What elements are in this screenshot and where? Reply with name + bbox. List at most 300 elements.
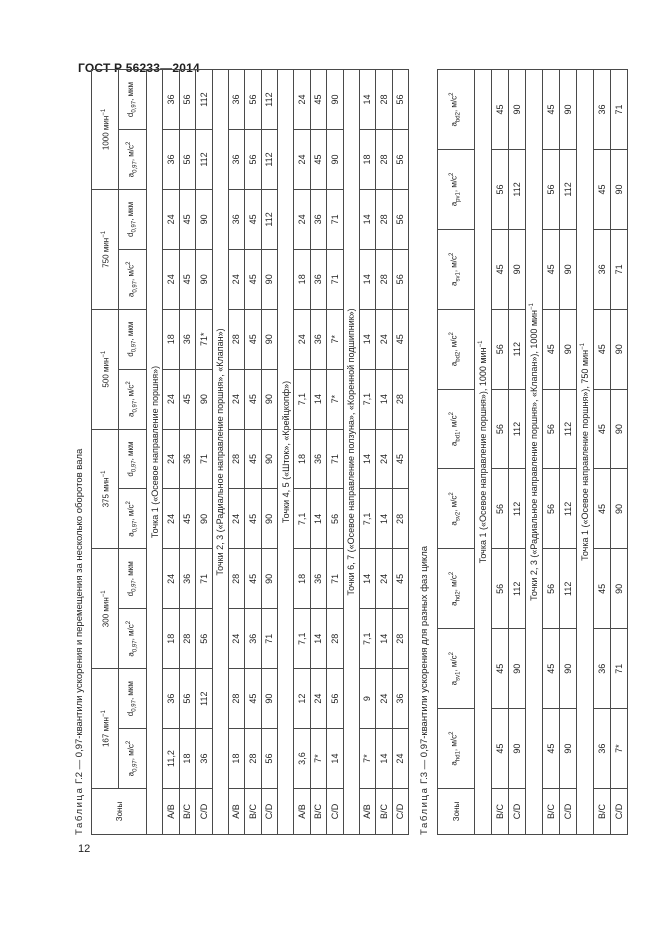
value-cell: 56 [179,130,196,190]
value-cell: 28 [376,70,393,130]
speed-value: 1000 [101,132,111,151]
speed-header [92,429,119,549]
value-cell: 71 [611,629,628,709]
value-cell: 45 [392,429,409,489]
section-title-cell [475,70,492,835]
value-cell: 45 [310,130,327,190]
value-cell: 28 [179,609,196,669]
a-unit-exp: 2 [449,252,456,256]
d-unit: , мкм [125,441,135,461]
speed-exponent: −1 [100,590,107,598]
accel-phase-header [438,709,475,789]
value-cell: 56 [492,469,509,549]
section-title: Точка 1 («Осевое направление поршня»), 1000 мин [478,347,488,564]
a-unit-exp: 2 [125,501,132,505]
value-cell: 56 [327,489,344,549]
zone-cell: C/D [261,789,278,835]
a-symbol: a [126,172,136,178]
a-unit: , м/с [450,95,460,113]
value-cell: 71 [196,429,213,489]
speed-value: 750 [101,254,111,268]
accel-quantile-header [119,249,147,309]
a-symbol: a [450,122,460,127]
section-title: Точки 2, 3 («Радиальное направление поршня», «Клапан»), 1000 мин [529,309,539,601]
d-symbol: d [125,472,135,477]
d-unit: , мкм [125,201,135,221]
value-cell: 7,1 [294,369,311,429]
table-g2-zones-header: Зоны [92,789,147,835]
value-cell: 112 [196,130,213,190]
a-subscript: 0,97 [132,520,139,533]
d-symbol: d [125,232,135,237]
value-cell: 28 [245,729,262,789]
speed-unit: мин [101,237,111,253]
value-cell: 24 [163,189,180,249]
table-row [327,70,344,835]
d-unit: , мкм [125,81,135,101]
value-cell: 90 [560,70,577,150]
rotated-content [71,69,624,835]
speed-header [92,70,119,190]
zone-cell: C/D [327,789,344,835]
table-row [543,70,560,835]
value-cell: 90 [611,469,628,549]
a-unit: , м/с [450,575,460,592]
disp-quantile-header [119,669,147,729]
accel-phase-header [438,309,475,389]
value-cell: 14 [376,489,393,549]
value-cell: 90 [509,629,526,709]
a-symbol: a [126,532,136,537]
a-unit: , м/с [450,256,460,273]
value-cell: 7,1 [359,489,376,549]
value-cell: 28 [228,429,245,489]
speed-header [92,549,119,669]
value-cell: 90 [196,489,213,549]
accel-phase-header [438,70,475,150]
value-cell: 45 [594,309,611,389]
a-symbol: a [450,521,460,526]
value-cell: 18 [179,729,196,789]
value-cell: 90 [261,489,278,549]
table-row [261,70,278,835]
table-row [163,70,180,835]
value-cell: 56 [543,549,560,629]
d-subscript: 0,97 [131,220,138,233]
value-cell: 36 [245,609,262,669]
zone-cell: B/C [245,789,262,835]
section-row [577,70,594,835]
table-row [492,70,509,835]
speed-unit: мин [101,357,111,372]
zone-cell: B/C [376,789,393,835]
d-unit: , мкм [125,681,135,701]
value-cell: 36 [163,130,180,190]
value-cell: 36 [179,429,196,489]
section-title: Точки 4, 5 («Шток», «Крейцкопф») [278,70,294,835]
value-cell: 45 [245,489,262,549]
section-row [147,70,163,835]
value-cell: 36 [594,70,611,150]
a-symbol: a [126,412,136,417]
table-g3-zones-header: Зоны [438,789,475,835]
section-title: Точки 6, 7 («Осевое направление ползуна», «Коренной подшипник») [343,70,359,835]
value-cell: 24 [228,249,245,309]
value-cell: 56 [543,469,560,549]
disp-quantile-header [119,429,147,489]
value-cell: 90 [327,130,344,190]
a-unit: , м/с [126,504,136,521]
value-cell: 14 [327,729,344,789]
value-cell: 24 [228,369,245,429]
value-cell: 56 [245,70,262,130]
value-cell: 45 [594,150,611,230]
standard-header: ГОСТ Р 56233—2014 [78,61,200,75]
a-subscript: 0,97 [132,161,139,173]
value-cell: 28 [376,189,393,249]
zone-cell: B/C [310,789,327,835]
a-symbol: a [450,361,460,367]
value-cell: 36 [228,130,245,190]
accel-quantile-header [119,609,147,669]
a-unit-exp: 2 [449,731,456,735]
phase-subscript: sv2 [455,511,462,522]
a-unit-exp: 2 [125,381,132,385]
page-number: 12 [78,843,91,855]
value-cell: 56 [492,309,509,389]
value-cell: 90 [327,70,344,130]
a-unit: , м/с [450,335,460,352]
table-row [179,70,196,835]
accel-quantile-header [119,369,147,429]
value-cell: 24 [228,489,245,549]
value-cell: 71 [611,70,628,150]
table-row [509,70,526,835]
value-cell: 24 [376,309,393,369]
a-subscript: 0,97 [132,280,139,293]
value-cell: 45 [245,429,262,489]
value-cell: 14 [376,729,393,789]
value-cell: 112 [560,469,577,549]
a-symbol: a [126,771,136,777]
a-unit: , м/с [126,744,136,761]
value-cell: 45 [179,189,196,249]
d-subscript: 0,97 [131,340,138,353]
section-row [475,70,492,835]
value-cell: 45 [245,249,262,309]
speed-exponent: −1 [100,230,107,238]
zone-cell: C/D [392,789,409,835]
value-cell: 71 [261,609,278,669]
table-g2 [91,69,409,835]
section-row [278,70,294,835]
value-cell: 36 [594,229,611,309]
value-cell: 56 [492,150,509,230]
value-cell: 24 [310,669,327,729]
speed-value: 500 [101,374,111,388]
value-cell: 7* [327,309,344,369]
value-cell: 7,1 [359,369,376,429]
speed-value: 300 [101,613,111,628]
phase-subscript: sv1 [455,272,462,282]
value-cell: 45 [492,70,509,150]
value-cell: 45 [594,549,611,629]
value-cell: 112 [560,150,577,230]
speed-unit: мин [101,597,111,612]
value-cell: 45 [392,309,409,369]
value-cell: 90 [509,70,526,150]
a-unit-exp: 2 [125,261,132,265]
value-cell: 90 [611,549,628,629]
value-cell: 12 [294,669,311,729]
accel-phase-header [438,549,475,629]
value-cell: 45 [543,629,560,709]
accel-phase-header [438,229,475,309]
a-unit-exp: 2 [449,571,456,576]
value-cell: 45 [310,70,327,130]
phase-subscript: bd2 [455,351,462,362]
value-cell: 56 [245,130,262,190]
value-cell: 112 [560,549,577,629]
value-cell: 7,1 [294,609,311,669]
value-cell: 45 [543,709,560,789]
accel-quantile-header [119,130,147,190]
disp-quantile-header [119,549,147,609]
section-row [212,70,228,835]
d-subscript: 0,97 [131,580,138,592]
value-cell: 18 [359,130,376,190]
value-cell: 56 [392,189,409,249]
d-symbol: d [125,352,135,357]
speed-header [92,309,119,429]
value-cell: 36 [310,309,327,369]
zone-cell: A/B [294,789,311,835]
table-row [359,70,376,835]
value-cell: 28 [392,609,409,669]
disp-quantile-header [119,189,147,249]
a-unit-exp: 2 [449,172,456,176]
a-unit-exp: 2 [125,141,132,145]
value-cell: 24 [376,669,393,729]
table-row [560,70,577,835]
value-cell: 28 [376,130,393,190]
value-cell: 36 [392,669,409,729]
d-symbol: d [125,112,135,118]
phase-subscript: sv1 [455,671,462,681]
value-cell: 56 [196,609,213,669]
value-cell: 14 [359,70,376,130]
table-row [245,70,262,835]
value-cell: 36 [310,189,327,249]
section-title: Точка 1 («Осевое направление поршня») [147,70,163,835]
speed-exponent: −1 [100,710,107,718]
value-cell: 45 [392,549,409,609]
a-unit: , м/с [126,145,136,162]
value-cell: 7* [359,729,376,789]
zone-cell: B/C [543,789,560,835]
value-cell: 45 [245,309,262,369]
accel-quantile-header [119,729,147,789]
disp-quantile-header [119,309,147,369]
a-subscript: 0,97 [132,760,139,772]
value-cell: 71 [611,229,628,309]
table-g2-caption-text: Г.2 — 0,97-квантили ускорения и перемещения за несколько оборотов вала [74,448,85,784]
value-cell: 90 [611,150,628,230]
value-cell: 112 [261,70,278,130]
value-cell: 28 [376,249,393,309]
a-symbol: a [126,292,136,298]
value-cell: 56 [392,70,409,130]
a-symbol: a [450,761,460,766]
zone-cell: A/B [228,789,245,835]
a-subscript: 0,97 [132,640,139,653]
value-cell: 7,1 [294,489,311,549]
speed-exponent: −1 [100,350,107,358]
value-cell: 14 [359,549,376,609]
a-symbol: a [126,652,136,657]
value-cell: 90 [196,249,213,309]
d-symbol: d [125,711,135,717]
phase-subscript: hd2 [455,591,462,602]
table-g3-caption [419,546,430,835]
value-cell: 112 [509,389,526,469]
value-cell: 11,2 [163,729,180,789]
section-row [343,70,359,835]
value-cell: 90 [196,189,213,249]
value-cell: 14 [376,369,393,429]
value-cell: 36 [196,729,213,789]
section-title-cell [526,70,543,835]
section-title-cell [577,70,594,835]
value-cell: 90 [509,709,526,789]
speed-header [92,189,119,309]
table-g2-caption [74,449,85,835]
value-cell: 14 [376,609,393,669]
value-cell: 112 [261,130,278,190]
value-cell: 14 [310,609,327,669]
table-g3-caption-prefix: Таблица [419,786,430,835]
value-cell: 45 [179,369,196,429]
value-cell: 24 [376,429,393,489]
value-cell: 7* [327,369,344,429]
a-unit-exp: 2 [449,652,456,656]
value-cell: 18 [294,549,311,609]
value-cell: 28 [228,669,245,729]
zone-cell: C/D [509,789,526,835]
value-cell: 112 [560,389,577,469]
a-unit: , м/с [450,734,460,752]
value-cell: 90 [261,669,278,729]
value-cell: 24 [163,249,180,309]
phase-subscript: bd2 [455,112,462,123]
value-cell: 24 [163,429,180,489]
value-cell: 71 [196,549,213,609]
value-cell: 36 [594,709,611,789]
accel-phase-header [438,150,475,230]
zone-cell: B/C [492,789,509,835]
section-title-exp: −1 [478,340,484,348]
value-cell: 56 [543,150,560,230]
value-cell: 45 [594,389,611,469]
value-cell: 28 [228,549,245,609]
value-cell: 56 [392,130,409,190]
section-title: Точка 1 («Осевое направление поршня»), 750 мин [580,349,590,561]
a-unit: , м/с [450,655,460,672]
value-cell: 90 [560,229,577,309]
a-unit: , м/с [126,624,136,641]
table-row [392,70,409,835]
zone-cell: C/D [196,789,213,835]
value-cell: 71 [327,429,344,489]
value-cell: 18 [163,609,180,669]
a-symbol: a [450,441,460,447]
value-cell: 18 [163,309,180,369]
value-cell: 112 [509,309,526,389]
section-title-exp: −1 [580,343,586,350]
value-cell: 90 [611,309,628,389]
a-unit-exp: 2 [449,332,456,336]
value-cell: 24 [163,369,180,429]
value-cell: 112 [261,189,278,249]
value-cell: 24 [294,130,311,190]
value-cell: 90 [261,309,278,369]
a-unit-exp: 2 [449,412,456,416]
section-title: Точки 2, 3 («Радиальное направление поршня», «Клапан») [212,70,228,835]
a-unit: , м/с [450,175,460,193]
value-cell: 24 [163,549,180,609]
value-cell: 14 [310,369,327,429]
section-title-exp: −1 [529,303,535,310]
value-cell: 24 [163,489,180,549]
d-unit: , мкм [125,321,135,341]
value-cell: 14 [359,429,376,489]
value-cell: 36 [594,629,611,709]
zone-cell: A/B [163,789,180,835]
value-cell: 90 [560,309,577,389]
value-cell: 71* [196,309,213,369]
value-cell: 90 [261,369,278,429]
phase-subscript: pv1 [455,192,462,202]
value-cell: 71 [327,249,344,309]
value-cell: 36 [228,189,245,249]
value-cell: 7,1 [359,609,376,669]
value-cell: 45 [179,489,196,549]
table-row [294,70,311,835]
accel-phase-header [438,389,475,469]
d-subscript: 0,97 [131,100,138,113]
value-cell: 56 [543,389,560,469]
accel-phase-header [438,469,475,549]
d-symbol: d [125,591,135,597]
value-cell: 36 [228,70,245,130]
value-cell: 36 [310,249,327,309]
a-unit-exp: 2 [449,92,456,96]
value-cell: 45 [492,629,509,709]
table-row [310,70,327,835]
a-unit-exp: 2 [125,620,132,625]
table-g3-caption-text: Г.3 — 0,97-квантили ускорения для разных фаз цикла [419,545,430,784]
value-cell: 56 [179,669,196,729]
section-row [526,70,543,835]
zone-cell: B/C [594,789,611,835]
table-row [594,70,611,835]
value-cell: 56 [392,249,409,309]
value-cell: 18 [294,429,311,489]
value-cell: 24 [392,729,409,789]
phase-subscript: hd1 [455,751,462,762]
zone-cell: A/B [359,789,376,835]
a-symbol: a [450,201,460,207]
